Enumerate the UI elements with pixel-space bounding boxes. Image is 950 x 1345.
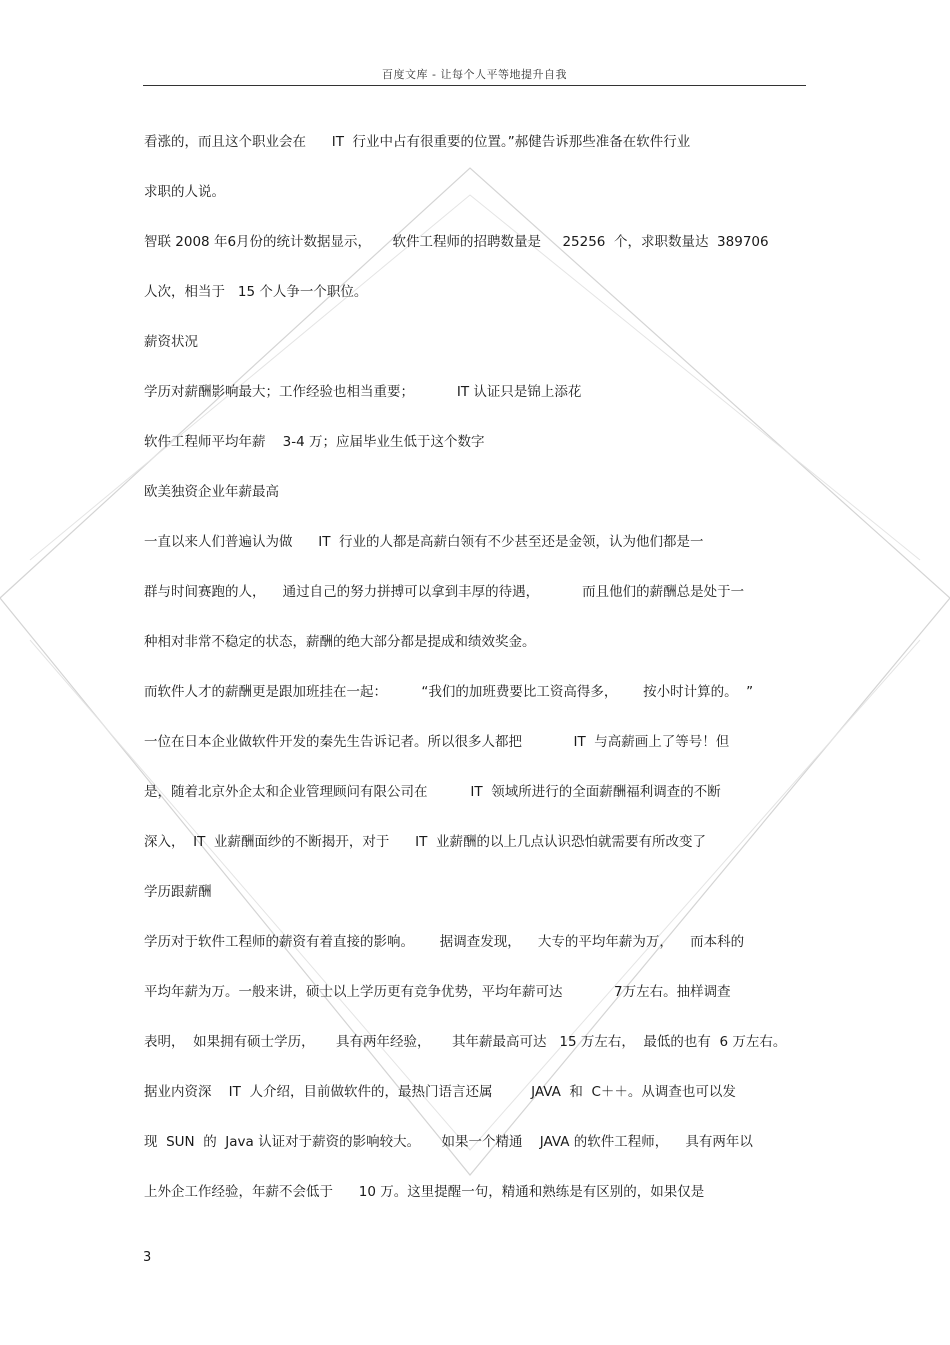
- body-line: 深入， IT 业薪酬面纱的不断揭开，对于 IT 业薪酬的以上几点认识恐怕就需要有所改变了: [144, 834, 706, 850]
- body-line: 智联 2008 年6月份的统计数据显示， 软件工程师的招聘数量是 25256 个，求职数量达 389706: [144, 234, 769, 250]
- body-line: 看涨的，而且这个职业会在 IT 行业中占有很重要的位置。”郝健告诉那些准备在软件行业: [144, 134, 691, 150]
- section-heading: 学历跟薪酬: [144, 884, 212, 900]
- body-line: 种相对非常不稳定的状态，薪酬的绝大部分都是提成和绩效奖金。: [144, 634, 536, 650]
- body-line: 据业内资深 IT 人介绍，目前做软件的，最热门语言还属 JAVA 和 C＋＋。从调查也可以发: [144, 1084, 736, 1100]
- body-line: 学历对于软件工程师的薪资有着直接的影响。 据调查发现， 大专的平均年薪为万， 而本科的: [144, 934, 745, 950]
- body-line: 表明， 如果拥有硕士学历， 具有两年经验， 其年薪最高可达 15 万左右， 最低的也有 6 万左右。: [144, 1034, 787, 1050]
- body-line: 而软件人才的薪酬更是跟加班挂在一起： “我们的加班费要比工资高得多， 按小时计算的。 ”: [144, 684, 754, 700]
- body-line: 一位在日本企业做软件开发的秦先生告诉记者。所以很多人都把 IT 与高薪画上了等号！但: [144, 734, 730, 750]
- body-line: 群与时间赛跑的人， 通过自己的努力拼搏可以拿到丰厚的待遇， 而且他们的薪酬总是处于一: [144, 584, 745, 600]
- body-line: 欧美独资企业年薪最高: [144, 484, 279, 500]
- section-heading: 薪资状况: [144, 334, 198, 350]
- body-line: 软件工程师平均年薪 3-4 万；应届毕业生低于这个数字: [144, 434, 485, 450]
- body-line: 一直以来人们普遍认为做 IT 行业的人都是高薪白领有不少甚至还是金领，认为他们都是一: [144, 534, 704, 550]
- page-header: 百度文库 - 让每个人平等地提升自我: [382, 68, 567, 81]
- document-body: [144, 128, 806, 1228]
- body-line: 求职的人说。: [144, 184, 225, 200]
- header-divider: [143, 85, 806, 86]
- body-line: 人次，相当于 15 个人争一个职位。: [144, 284, 368, 300]
- body-line: 学历对薪酬影响最大；工作经验也相当重要； IT 认证只是锦上添花: [144, 384, 582, 400]
- body-line: 上外企工作经验，年薪不会低于 10 万。这里提醒一句，精通和熟练是有区别的，如果仅是: [144, 1184, 705, 1200]
- page-number: 3: [143, 1250, 152, 1265]
- body-line: 平均年薪为万。一般来讲，硕士以上学历更有竞争优势，平均年薪可达 7万左右。抽样调查: [144, 984, 731, 1000]
- body-line: 是，随着北京外企太和企业管理顾问有限公司在 IT 领域所进行的全面薪酬福利调查的不断: [144, 784, 721, 800]
- body-line: 现 SUN 的 Java 认证对于薪资的影响较大。 如果一个精通 JAVA 的软件工程师， 具有两年以: [144, 1134, 753, 1150]
